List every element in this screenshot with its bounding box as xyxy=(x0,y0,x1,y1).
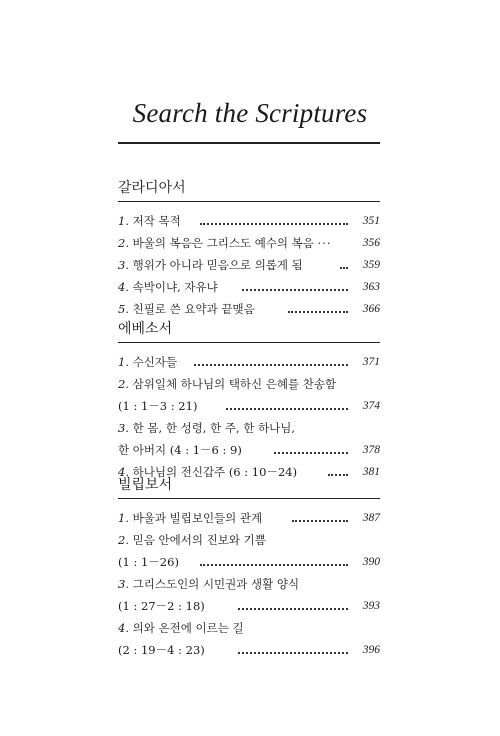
entry-text: 바울의 복음은 그리스도 예수의 복음 xyxy=(132,236,314,250)
entry-number: 5. xyxy=(118,302,129,316)
toc-entry[interactable] xyxy=(118,529,380,551)
dot-leader xyxy=(194,364,348,366)
entry-number: 4. xyxy=(118,465,129,479)
dot-leader xyxy=(292,520,348,522)
entry-ref: (1 : 1－3 : 21) xyxy=(118,399,198,413)
dot-leader xyxy=(238,608,348,610)
dot-leader xyxy=(242,289,348,291)
section-heading: 에베소서 xyxy=(118,321,173,337)
toc-entry[interactable] xyxy=(118,276,380,298)
entry-text: 하나님의 전신갑주 (6 : 10－24) xyxy=(132,465,298,479)
section-galatians xyxy=(118,177,380,320)
toc-entry-continuation[interactable] xyxy=(118,595,380,617)
page-number: 374 xyxy=(362,400,380,412)
entry-ref: (1 : 27－2 : 18) xyxy=(118,599,205,613)
entry-ref: (1 : 1－26) xyxy=(118,555,179,569)
entry-text: 저작 목적 xyxy=(132,214,181,228)
dot-leader xyxy=(274,452,348,454)
page-number: 393 xyxy=(362,600,380,612)
dot-leader xyxy=(238,652,348,654)
toc-entry-continuation[interactable] xyxy=(118,551,380,573)
entry-number: 1. xyxy=(118,355,129,369)
page-number: 381 xyxy=(362,466,380,478)
entry-text: 믿음 안에서의 진보와 기쁨 xyxy=(132,533,266,547)
toc-entry[interactable] xyxy=(118,298,380,320)
entry-ref: (2 : 19－4 : 23) xyxy=(118,643,205,657)
section-rule xyxy=(118,201,380,202)
toc-entry-continuation[interactable] xyxy=(118,639,380,661)
entry-text: 그리스도인의 시민권과 생활 양식 xyxy=(132,577,300,591)
book-title: Search the Scriptures xyxy=(132,98,368,128)
entry-text: 한 몸, 한 성령, 한 주, 한 하나님, xyxy=(132,421,296,435)
entry-text: 행위가 아니라 믿음으로 의롭게 됨 xyxy=(132,258,303,272)
toc-entry[interactable] xyxy=(118,373,380,395)
toc-entry[interactable] xyxy=(118,210,380,232)
entry-number: 1. xyxy=(118,511,129,525)
section-rule xyxy=(118,342,380,343)
section-heading: 갈라디아서 xyxy=(118,180,186,196)
page-number: 359 xyxy=(362,259,380,271)
section-heading: 빌립보서 xyxy=(118,477,173,493)
section-rule xyxy=(118,498,380,499)
entry-number: 3. xyxy=(118,421,129,435)
entry-number: 3. xyxy=(118,577,129,591)
section-ephesians xyxy=(118,318,380,483)
entry-ref: 한 아버지 (4 : 1－6 : 9) xyxy=(118,443,242,457)
toc-entry[interactable] xyxy=(118,232,380,254)
dot-leader xyxy=(200,223,348,225)
dot-leader xyxy=(226,408,348,410)
entry-text: 친필로 쓴 요약과 끝맺음 xyxy=(132,302,255,316)
page-number: 363 xyxy=(362,281,380,293)
title-rule xyxy=(118,142,380,144)
page-number: 366 xyxy=(362,303,380,315)
toc-entry[interactable] xyxy=(118,573,380,595)
page-number: 351 xyxy=(362,215,380,227)
entry-number: 1. xyxy=(118,214,129,228)
toc-entry[interactable] xyxy=(118,254,380,276)
entry-text: 삼위일체 하나님의 택하신 은혜를 찬송함 xyxy=(132,377,337,391)
entry-number: 2. xyxy=(118,377,129,391)
page-number: 387 xyxy=(362,512,380,524)
entry-number: 4. xyxy=(118,280,129,294)
dot-leader xyxy=(340,267,348,269)
entry-text: 바울과 빌립보인들의 관계 xyxy=(132,511,263,525)
dot-leader xyxy=(200,564,348,566)
page-number: 371 xyxy=(362,356,380,368)
entry-number: 2. xyxy=(118,533,129,547)
toc-entry[interactable] xyxy=(118,417,380,439)
toc-entry-continuation[interactable] xyxy=(118,395,380,417)
page-number: 378 xyxy=(362,444,380,456)
page-number: 396 xyxy=(362,644,380,656)
toc-entry[interactable] xyxy=(118,617,380,639)
entry-number: 4. xyxy=(118,621,129,635)
entry-text: 속박이냐, 자유냐 xyxy=(132,280,218,294)
entry-text: 수신자들 xyxy=(132,355,178,369)
toc-entry-continuation[interactable] xyxy=(118,439,380,461)
entry-number: 3. xyxy=(118,258,129,272)
toc-entry[interactable] xyxy=(118,507,380,529)
section-philippians xyxy=(118,474,380,661)
page-number: 390 xyxy=(362,556,380,568)
dot-leader xyxy=(288,311,348,313)
entry-text: 의와 온전에 이르는 길 xyxy=(132,621,244,635)
dot-leader: ··· xyxy=(317,236,332,250)
page-number: 356 xyxy=(362,237,380,249)
toc-entry[interactable] xyxy=(118,351,380,373)
entry-number: 2. xyxy=(118,236,129,250)
